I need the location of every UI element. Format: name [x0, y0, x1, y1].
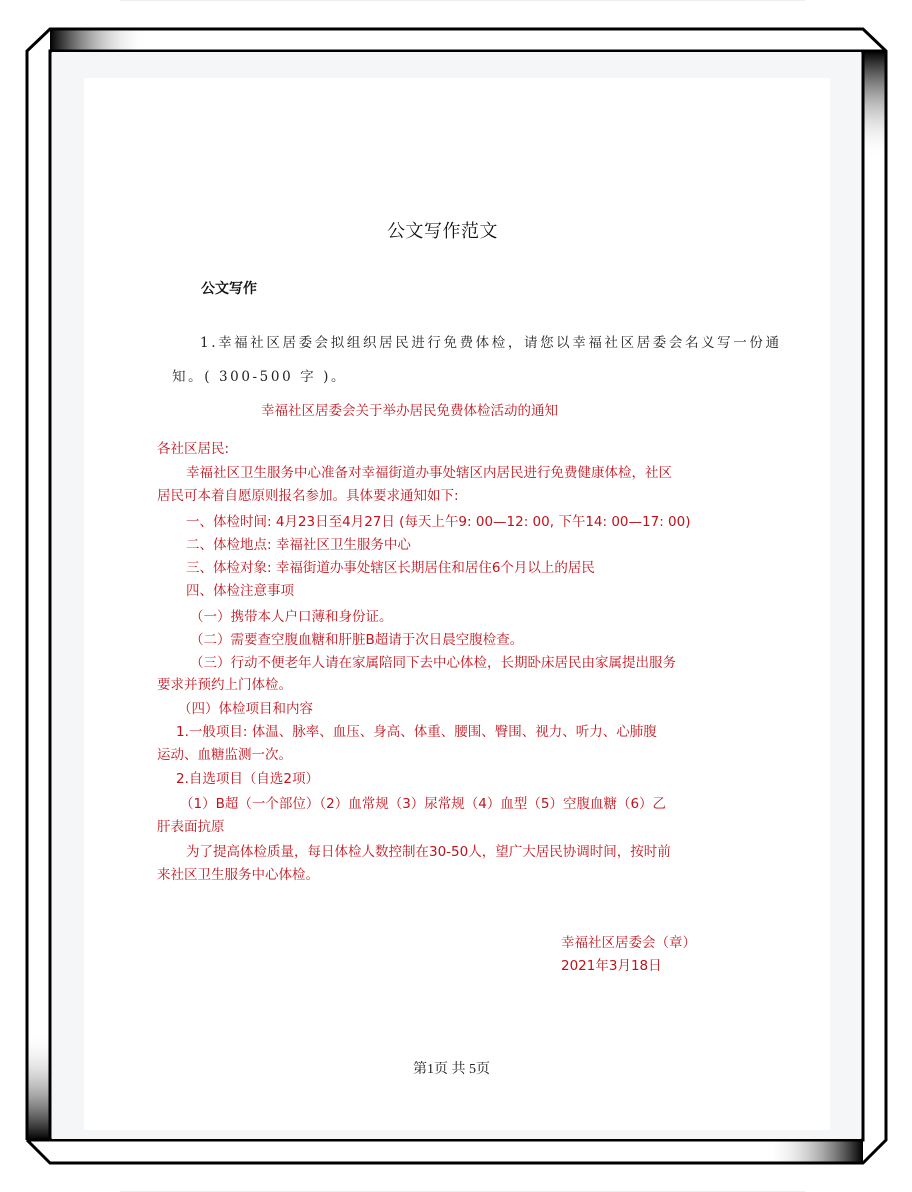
section-heading: 公文写作 — [201, 281, 257, 297]
notice-line: 来社区卫生服务中心体检。 — [157, 867, 319, 883]
notice-line: 要求并预约上门体检。 — [157, 677, 292, 693]
notice-line: 2.自选项目（自选2项） — [176, 771, 319, 787]
notice-line: 运动、血糖监测一次。 — [157, 747, 292, 763]
notice-salutation: 各社区居民: — [157, 441, 230, 457]
notice-line: （二）需要查空腹血糖和肝脏B超请于次日晨空腹检查。 — [190, 632, 524, 648]
notice-signature: 幸福社区居委会（章） — [561, 935, 696, 951]
notice-line: 三、体检对象: 幸福街道办事处辖区长期居住和居住6个月以上的居民 — [186, 560, 595, 576]
page-number: 第1页 共 5页 — [413, 1062, 490, 1077]
notice-line: 四、体检注意事项 — [186, 583, 294, 599]
notice-line: 1.一般项目: 体温、脉率、血压、身高、体重、腰围、臀围、视力、听力、心肺腹 — [176, 724, 657, 740]
notice-line: （一）携带本人户口薄和身份证。 — [190, 609, 393, 625]
document-title: 公文写作范文 — [387, 221, 498, 242]
notice-line: 肝表面抗原 — [157, 819, 225, 835]
question-line-2: 知。( 300-500 字 )。 — [172, 369, 348, 385]
notice-line: 一、体检时间: 4月23日至4月27日 (每天上午9: 00—12: 00, 下午14: 00—17: 00) — [186, 514, 691, 530]
question-line-1: 1.幸福社区居委会拟组织居民进行免费体检，请您以幸福社区居委会名义写一份通 — [200, 335, 782, 351]
notice-line: 居民可本着自愿原则报名参加。具体要求通知如下: — [157, 488, 459, 504]
notice-date: 2021年3月18日 — [561, 958, 662, 974]
notice-line: 二、体检地点: 幸福社区卫生服务中心 — [186, 537, 411, 553]
notice-line: （四）体检项目和内容 — [178, 701, 313, 717]
notice-line: 幸福社区卫生服务中心准备对幸福街道办事处辖区内居民进行免费健康体检，社区 — [186, 465, 672, 481]
notice-line: （1）B超（一个部位）（2）血常规（3）尿常规（4）血型（5）空腹血糖（6）乙 — [180, 796, 667, 812]
notice-heading: 幸福社区居委会关于举办居民免费体检活动的通知 — [261, 403, 558, 419]
notice-line: 为了提高体检质量，每日体检人数控制在30-50人，望广大居民协调时间，按时前 — [186, 844, 671, 860]
notice-line: （三）行动不便老年人请在家属陪同下去中心体检，长期卧床居民由家属提出服务 — [190, 655, 676, 671]
